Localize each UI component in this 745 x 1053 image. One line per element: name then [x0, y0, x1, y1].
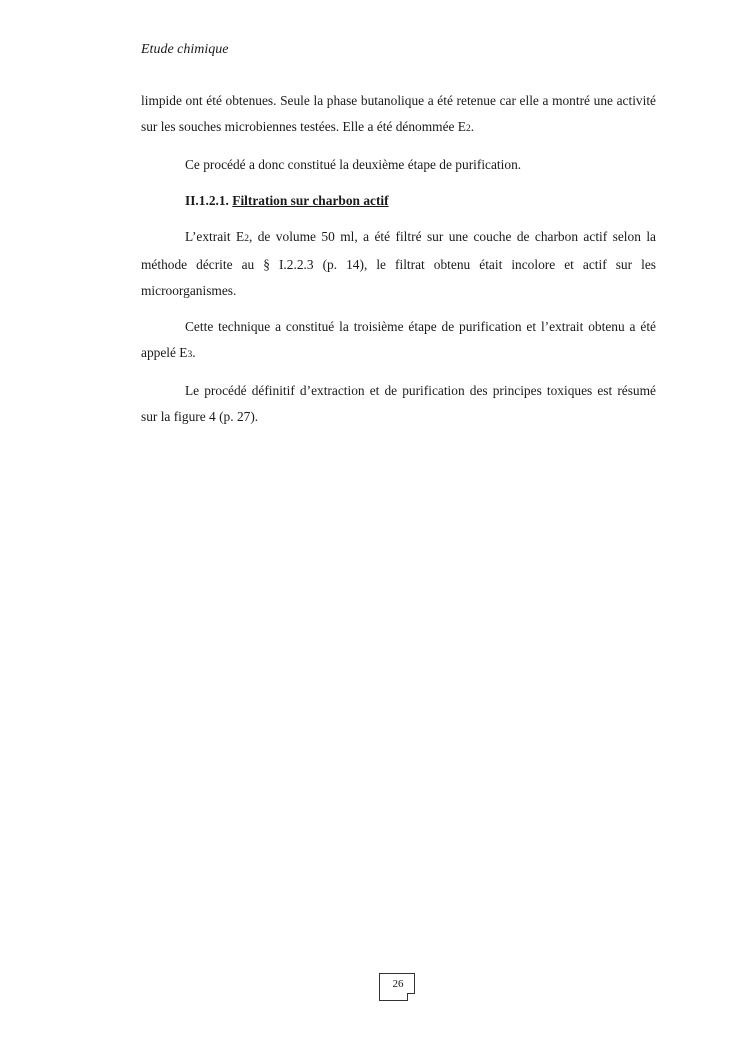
page-number-box — [379, 973, 415, 1001]
paragraph-4-subscript: 3 — [187, 350, 193, 360]
section-heading-title: Filtration sur charbon actif — [232, 193, 389, 208]
page-curl-icon — [407, 993, 415, 1001]
paragraph-3 — [141, 224, 656, 304]
paragraph-1-subscript: 2 — [466, 124, 471, 134]
paragraph-1 — [141, 88, 656, 142]
paragraph-1-text: limpide ont été obtenues. Seule la phase butanolique a été retenue car elle a montré une activité sur les souches microbiennes testées. Elle a été dénommée E — [141, 93, 656, 134]
paragraph-3-start: L’extrait E — [185, 229, 245, 244]
page-body — [141, 88, 656, 440]
paragraph-4-end: . — [192, 345, 196, 360]
page-number: 26 — [392, 978, 404, 990]
paragraph-2: Ce procédé a donc constitué la deuxième étape de purification. — [185, 157, 522, 172]
section-heading — [141, 188, 656, 214]
paragraph-4-text: Cette technique a constitué la troisième étape de purification et l’extrait obtenu a été appelé E — [141, 319, 656, 360]
running-header: Etude chimique — [141, 42, 229, 57]
page-number-box-bottom-edge — [380, 1000, 408, 1001]
paragraph-1-end: . — [470, 119, 475, 134]
paragraph-5: Le procédé définitif d’extraction et de purification des principes toxiques est résumé sur la figure 4 (p. 27). — [141, 383, 656, 424]
paragraph-4 — [141, 314, 656, 368]
section-heading-number: II.1.2.1. — [185, 193, 229, 208]
paragraph-3-rest: , de volume 50 ml, a été filtré sur une couche de charbon actif selon la méthode décrite au § I.2.2.3 (p. 14), le filtrat obtenu était incolore et actif sur les microorganismes. — [141, 229, 656, 298]
paragraph-3-subscript: 2 — [244, 234, 249, 244]
